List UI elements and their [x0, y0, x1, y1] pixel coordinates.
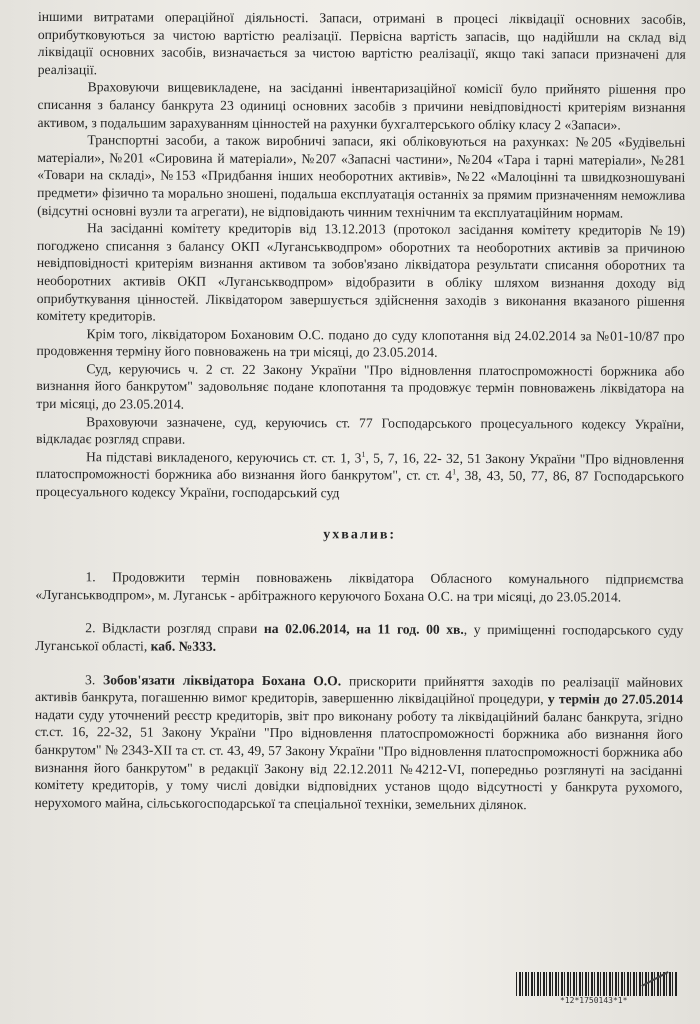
resolution-item-1: 1. Продовжити термін повноважень ліквідатора Обласного комунального підприємства «Луганськводпром», м. Луганськ - арбітражного керуючого Бохана О.С. на три місяці, до 23.05.2014.: [35, 569, 684, 605]
item-3-deadline: у термін до 27.05.2014: [547, 691, 684, 708]
superscript-1: 1: [361, 449, 366, 459]
resolution-heading: ухвалив:: [323, 526, 397, 543]
item-3-part-c: прискорити прийняття заходів по реалізації майнових активів банкрута, погашенню вимог кредиторів, завершенню ліквідаційної процедури,: [34, 672, 684, 707]
item-3-obligation: Зобов'язати ліквідатора Бохана О.О.: [103, 671, 342, 688]
item-2-room: каб. №333.: [150, 638, 217, 654]
item-2-part-a: 2. Відкласти розгляд справи: [85, 620, 264, 637]
paragraph-6: Суд, керуючись ч. 2 ст. 22 Закону України "Про відновлення платоспроможності боржника або визнання його банкрутом" задовольняє подане клопотання та продовжує термін повноважень ліквідатора на три місяці, до 23.05.2014.: [36, 361, 685, 412]
paragraph-3: Транспортні засоби, а також виробничі запаси, які обліковуються на рахунках: №205 «Будівельні матеріали», №201 «Сировина й матеріали», №207 «Запасні частини», №204 «Тара і тарні матеріали», №281 «Товари на складі», №153 «Придбання інших необоротних активів», №22 «Малоцінні та швидкозношувані предмети» фізично та морально зношені, подальша експлуатація останніх за прямим призначенням неможлива (відсутні основні вузли та агрегати), не відповідають чинним технічним та експлуатаційним нормам.: [37, 132, 686, 221]
item-2-date: на 02.06.2014, на 11 год. 00 хв.: [263, 621, 464, 638]
barcode-number: *12*1750143*1*: [560, 996, 628, 1005]
paragraph-8-part-a: На підставі викладеного, керуючись ст. ст. 1, 3: [86, 449, 362, 466]
paragraph-8-part-c: , 38, 43, 50, 77, 86, 87 Господарського процесуального кодексу України, господарський суд: [35, 468, 684, 501]
barcode: [516, 972, 678, 996]
paragraph-7: Враховуючи зазначене, суд, керуючись ст. 77 Господарського процесуального кодексу України, відкладає розгляд справи.: [36, 413, 685, 447]
item-3-part-a: 3.: [85, 671, 104, 687]
resolution-item-2: [35, 619, 683, 657]
resolution-item-3: [34, 671, 683, 815]
paragraph-4: На засіданні комітету кредиторів від 13.12.2013 (протокол засідання комітету кредиторів №19) погоджено списання з балансу ОКП «Луганськводпром» оборотних та необоротних активів за причиною невідповідності критеріям визнання активом та зобов'язано ліквідатора результати списання оборотних та необоротних активів ОКП «Луганськводпром» відобразити в обліку шляхом визнання доходу від оприбуткування цінностей. Ліквідатором завершується здійснення заходів з виконання вказаного рішення комітету кредиторів.: [36, 220, 686, 324]
paragraph-5: Крім того, ліквідатором Бохановим О.С. подано до суду клопотання від 24.02.2014 за №01-10/87 про продовження терміну його повноважень на три місяці, до 23.05.2014.: [36, 325, 685, 361]
item-3-part-e: надати суду уточнений реєстр кредиторів, звіт про виконану роботу та ліквідаційний баланс банкрута, згідно ст.ст. 16, 22-32, 51 Закону України "Про відновлення платоспроможності боржника або визнання його банкрутом" № 2343-XII та ст. ст. 43, 49, 57 Закону України "Про відновлення платоспроможності боржника або визнання його банкрутом" в редакції Закону від 22.12.2011 №4212-VI, попередньо розглянуті на засіданні комітету кредиторів, у тому числі довідки відповідних установ щодо відсутності у банкрута рухомого, нерухомого майна, сільськогосподарської та спеціальної техніки, земельних ділянок.: [34, 706, 683, 812]
paragraph-1: іншими витратами операційної діяльності. Запаси, отримані в процесі ліквідації основних засобів, оприбутковуються за чистою вартістю реалізації. Первісна вартість запасів, що надійшли на склад від ліквідації основних засобів, визначається за чистою вартістю реалізації, якщо такі запаси призначені для реалізації.: [37, 8, 686, 78]
document-body: [34, 8, 685, 814]
paragraph-8-part-b: , 5, 7, 16, 22- 32, 51 Закону України "Про відновлення платоспроможності боржника або визнання його банкрутом", ст. ст. 4: [35, 450, 685, 484]
item-2-part-c: , у приміщенні господарського суду Луганської області,: [35, 622, 684, 654]
paragraph-8: [36, 448, 684, 504]
paragraph-2: Враховуючи вищевикладене, на засіданні інвентаризаційної комісії було прийнято рішення про списання з балансу банкрута 23 одиниці основних засобів з причини невідповідності критеріям визнання активом, з подальшим зарахуванням цінностей на рахунки бухгалтерського обліку класу 2 «Запаси».: [37, 79, 686, 133]
superscript-2: 1: [452, 467, 457, 477]
